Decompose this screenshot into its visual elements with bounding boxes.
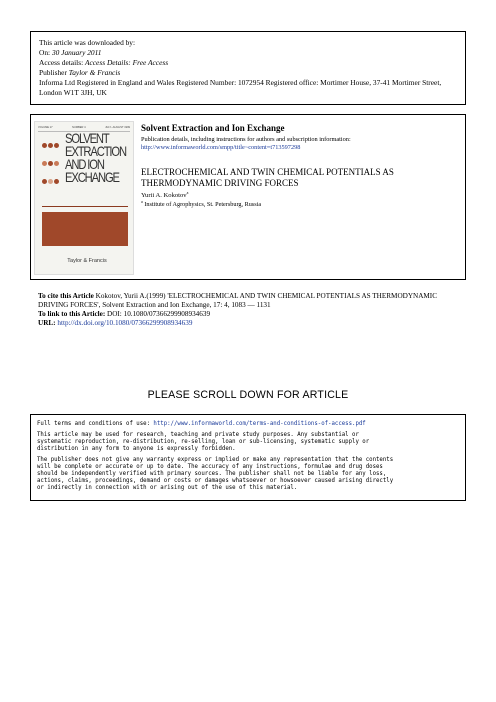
cover-dots-decoration (42, 136, 64, 190)
publication-details: Publication details, including instructions for authors and subscription information: http://www.informaworld.com/smpp/title~content=t713597298 (141, 136, 351, 151)
cover-title: SOLVENT EXTRACTION AND ION EXCHANGE (65, 130, 126, 185)
publisher-line: Publisher Taylor & Francis (39, 68, 121, 77)
cover-color-block (42, 212, 128, 246)
journal-cover-image (34, 121, 134, 275)
informa-registration: Informa Ltd Registered in England and Wales Registered Number: 1072954 Registered office: Mortimer House, 37-41 Mortimer Street, London W1T 3JH, UK (39, 78, 442, 97)
access-details-line: Access details: Access Details: Free Access (39, 58, 169, 67)
author: Yurii A. Kokotov$^a$ (141, 190, 189, 200)
journal-title: Solvent Extraction and Ion Exchange (141, 123, 285, 133)
download-date-line: On: 30 January 2011 (39, 48, 102, 57)
scroll-notice: PLEASE SCROLL DOWN FOR ARTICLE (147, 389, 349, 401)
doi-line: To link to this Article: DOI: 10.1080/07366299908934639 (38, 310, 211, 318)
cover-rule (42, 206, 128, 207)
cover-publisher-logo: Taylor & Francis (67, 258, 107, 264)
terms-box (30, 414, 466, 501)
article-info-box (30, 114, 466, 280)
publisher-name: Taylor & Francis (68, 68, 121, 77)
full-terms-line: Full terms and conditions of use: http://www.informaworld.com/terms-and-conditions-of-access.pdf (37, 421, 366, 427)
url-line: URL: http://dx.doi.org/10.1080/07366299908934639 (38, 319, 193, 327)
download-info-box (30, 31, 466, 105)
citation-block (38, 292, 458, 328)
terms-paragraph-warranty: The publisher does not give any warranty express or implied or make any representation that the contents will be complete or accurate or up to date. The accuracy of any instructions, formulae and drug doses should be independently verified with primary sources. The publisher shall not be liable for any loss, actions, claims, proceedings, demand or costs or damages whatsoever or howsoever caused arising directly or indirectly in connection with or arising out of the use of this material. (37, 457, 394, 491)
terms-url-link[interactable]: http://www.informaworld.com/terms-and-conditions-of-access.pdf (153, 421, 366, 427)
terms-paragraph-usage: This article may be used for research, teaching and private study purposes. Any substantial or systematic reproduction, re-distribution, re-selling, loan or sub-licensing, systematic supply or distribution in any form to anyone is expressly forbidden. (37, 432, 370, 452)
downloaded-by-line: This article was downloaded by: (39, 38, 136, 47)
access-details: Access Details: Free Access (84, 58, 169, 67)
journal-url-link[interactable]: http://www.informaworld.com/smpp/title~content=t713597298 (141, 144, 301, 151)
citation-line: To cite this Article Kokotov, Yurii A.(1999) 'ELECTROCHEMICAL AND TWIN CHEMICAL POTENTIALS AS THERMODYNAMIC DRIVING FORCES', Solvent Extraction and Ion Exchange, 17: 4, 1083 — 1131 (38, 292, 437, 309)
cover-header: VOLUME 17 NUMBER 4 JULY–AUGUST 1999 (38, 125, 130, 132)
article-title: ELECTROCHEMICAL AND TWIN CHEMICAL POTENTIALS AS THERMODYNAMIC DRIVING FORCES (141, 167, 394, 188)
doi-url-link[interactable]: http://dx.doi.org/10.1080/07366299908934639 (57, 319, 193, 327)
affiliation: $^a$ Institute of Agrophysics, St. Petersburg, Russia (141, 199, 262, 209)
download-date: 30 January 2011 (51, 48, 102, 57)
